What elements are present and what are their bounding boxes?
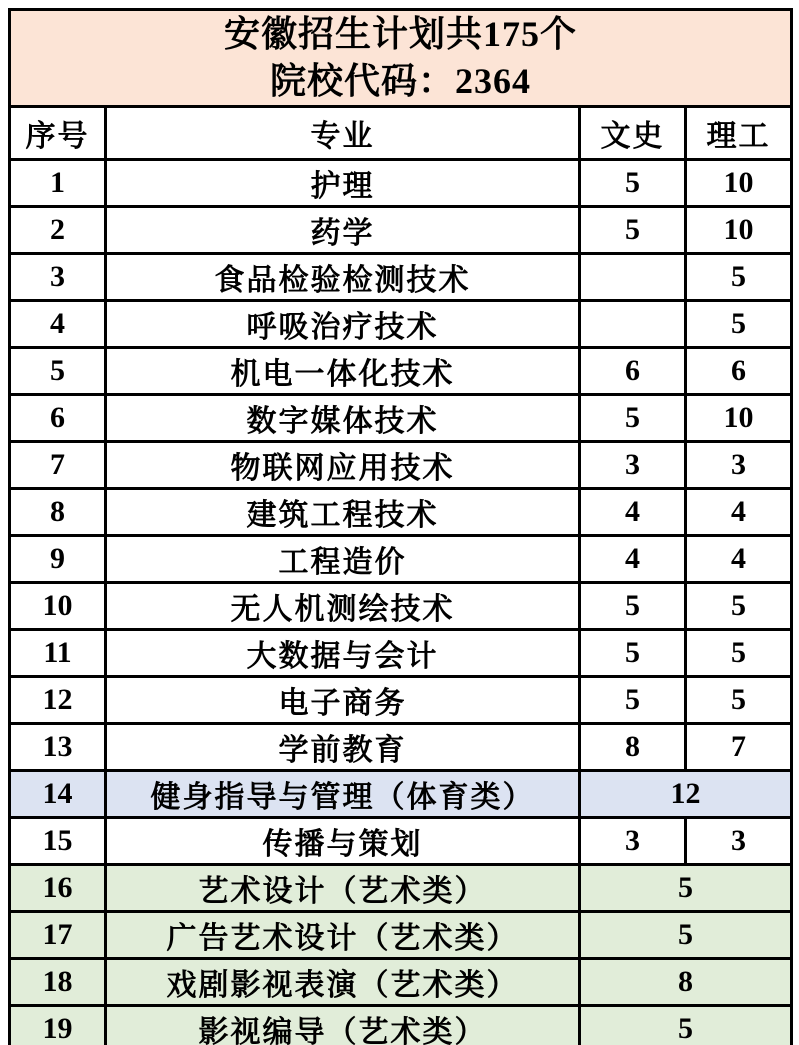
science-plan-cell: 5	[686, 629, 792, 676]
major-name-cell: 学前教育	[106, 723, 580, 770]
science-plan-cell: 7	[686, 723, 792, 770]
row-number-cell: 7	[10, 441, 106, 488]
row-number-cell: 12	[10, 676, 106, 723]
major-name-cell: 传播与策划	[106, 817, 580, 864]
table-row	[10, 629, 792, 676]
enrollment-plan-table	[8, 8, 793, 1045]
major-name-cell: 物联网应用技术	[106, 441, 580, 488]
liberal-arts-plan-cell: 8	[580, 723, 686, 770]
major-name-cell: 影视编导（艺术类）	[106, 1005, 580, 1045]
major-name-cell: 无人机测绘技术	[106, 582, 580, 629]
liberal-arts-plan-cell	[580, 300, 686, 347]
major-name-cell: 戏剧影视表演（艺术类）	[106, 958, 580, 1005]
science-plan-cell: 3	[686, 441, 792, 488]
column-header-row	[10, 106, 792, 159]
liberal-arts-plan-cell: 4	[580, 535, 686, 582]
col-header-major: 专业	[106, 106, 580, 159]
liberal-arts-plan-cell: 3	[580, 817, 686, 864]
science-plan-cell: 10	[686, 159, 792, 206]
liberal-arts-plan-cell: 5	[580, 676, 686, 723]
row-number-cell: 6	[10, 394, 106, 441]
col-header-number: 序号	[10, 106, 106, 159]
liberal-arts-plan-cell: 5	[580, 206, 686, 253]
table-row	[10, 1005, 792, 1045]
table-row	[10, 253, 792, 300]
major-name-cell: 呼吸治疗技术	[106, 300, 580, 347]
liberal-arts-plan-cell	[580, 253, 686, 300]
science-plan-cell: 6	[686, 347, 792, 394]
row-number-cell: 3	[10, 253, 106, 300]
row-number-cell: 18	[10, 958, 106, 1005]
science-plan-cell: 10	[686, 206, 792, 253]
row-number-cell: 4	[10, 300, 106, 347]
row-number-cell: 8	[10, 488, 106, 535]
row-number-cell: 5	[10, 347, 106, 394]
row-number-cell: 1	[10, 159, 106, 206]
major-name-cell: 机电一体化技术	[106, 347, 580, 394]
table-row	[10, 723, 792, 770]
major-name-cell: 建筑工程技术	[106, 488, 580, 535]
merged-plan-count-cell: 5	[580, 864, 792, 911]
merged-plan-count-cell: 5	[580, 911, 792, 958]
science-plan-cell: 4	[686, 535, 792, 582]
liberal-arts-plan-cell: 4	[580, 488, 686, 535]
table-row	[10, 300, 792, 347]
table-row	[10, 535, 792, 582]
science-plan-cell: 5	[686, 676, 792, 723]
title-banner-row	[10, 10, 792, 107]
table-row	[10, 394, 792, 441]
row-number-cell: 15	[10, 817, 106, 864]
major-name-cell: 工程造价	[106, 535, 580, 582]
row-number-cell: 16	[10, 864, 106, 911]
merged-plan-count-cell: 12	[580, 770, 792, 817]
row-number-cell: 2	[10, 206, 106, 253]
major-name-cell: 健身指导与管理（体育类）	[106, 770, 580, 817]
row-number-cell: 17	[10, 911, 106, 958]
major-name-cell: 艺术设计（艺术类）	[106, 864, 580, 911]
major-name-cell: 广告艺术设计（艺术类）	[106, 911, 580, 958]
row-number-cell: 11	[10, 629, 106, 676]
table-row	[10, 770, 792, 817]
liberal-arts-plan-cell: 5	[580, 582, 686, 629]
science-plan-cell: 5	[686, 582, 792, 629]
liberal-arts-plan-cell: 5	[580, 159, 686, 206]
major-name-cell: 护理	[106, 159, 580, 206]
liberal-arts-plan-cell: 3	[580, 441, 686, 488]
title-banner	[10, 10, 792, 107]
table-row	[10, 817, 792, 864]
col-header-science: 理工	[686, 106, 792, 159]
table-body	[10, 159, 792, 1045]
major-name-cell: 电子商务	[106, 676, 580, 723]
banner-title-line2: 院校代码：2364	[270, 60, 532, 101]
science-plan-cell: 3	[686, 817, 792, 864]
liberal-arts-plan-cell: 5	[580, 394, 686, 441]
merged-plan-count-cell: 8	[580, 958, 792, 1005]
major-name-cell: 食品检验检测技术	[106, 253, 580, 300]
table-row	[10, 441, 792, 488]
table-row	[10, 206, 792, 253]
table-row	[10, 864, 792, 911]
row-number-cell: 9	[10, 535, 106, 582]
table-row	[10, 582, 792, 629]
science-plan-cell: 5	[686, 300, 792, 347]
table-row	[10, 347, 792, 394]
science-plan-cell: 5	[686, 253, 792, 300]
science-plan-cell: 10	[686, 394, 792, 441]
science-plan-cell: 4	[686, 488, 792, 535]
table-row	[10, 488, 792, 535]
table-row	[10, 911, 792, 958]
row-number-cell: 10	[10, 582, 106, 629]
table-row	[10, 676, 792, 723]
row-number-cell: 14	[10, 770, 106, 817]
major-name-cell: 数字媒体技术	[106, 394, 580, 441]
table-row	[10, 159, 792, 206]
liberal-arts-plan-cell: 6	[580, 347, 686, 394]
major-name-cell: 大数据与会计	[106, 629, 580, 676]
merged-plan-count-cell: 5	[580, 1005, 792, 1045]
table-row	[10, 958, 792, 1005]
liberal-arts-plan-cell: 5	[580, 629, 686, 676]
major-name-cell: 药学	[106, 206, 580, 253]
banner-title-line1: 安徽招生计划共175个	[224, 14, 578, 54]
row-number-cell: 19	[10, 1005, 106, 1045]
col-header-liberal-arts: 文史	[580, 106, 686, 159]
row-number-cell: 13	[10, 723, 106, 770]
